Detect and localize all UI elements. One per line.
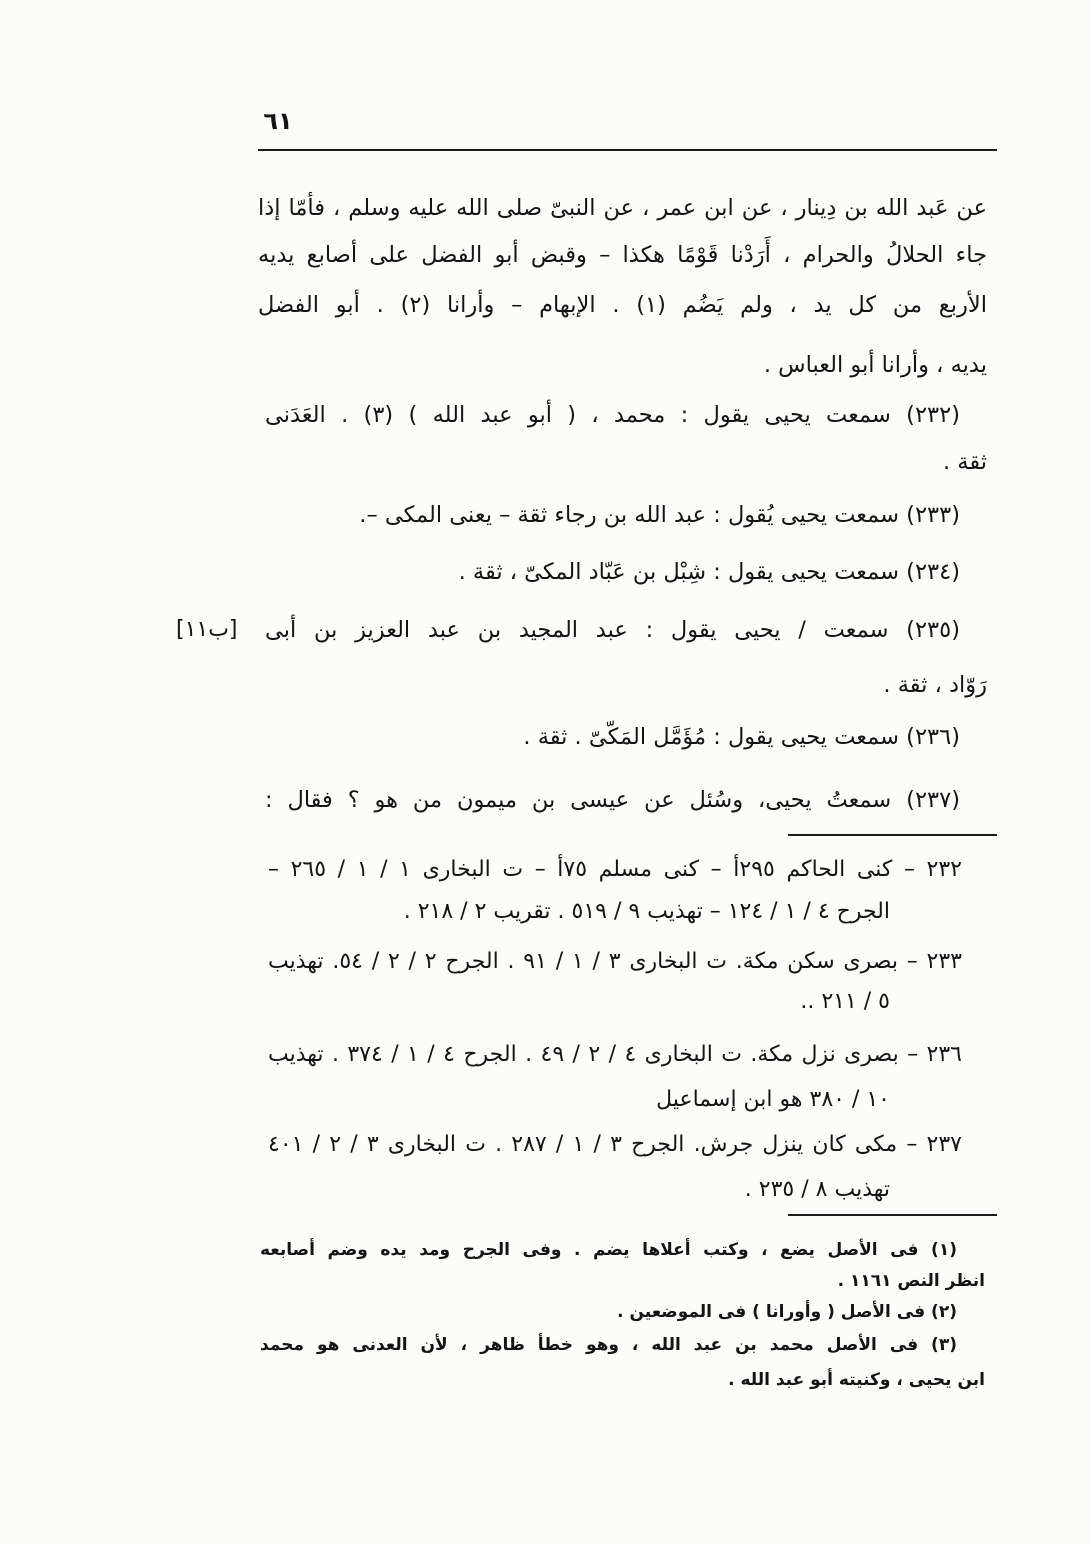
narrator-note-line: ٥ / ٢١١ ..	[800, 989, 890, 1014]
main-text-line: رَوّاد ، ثقة .	[883, 672, 987, 698]
main-text-line: (٢٣٦) سمعت يحيى يقول : مُؤَمَّل المَكّىّ . ثقة .	[523, 724, 960, 750]
main-text-line: (٢٣٢) سمعت يحيى يقول : محمد ، ( أبو عبد الله ) (٣) . العَدَنى	[265, 402, 960, 428]
footnote-line: (١) فى الأصل يضع ، وكتب أعلاها يضم . وفى الجرح ومد يده وضم أصابعه	[260, 1240, 957, 1260]
footnote-line: (٢) فى الأصل ( وأورانا ) فى الموضعين .	[617, 1302, 957, 1322]
main-text-line: عن عَبد الله بن دِينار ، عن ابن عمر ، عن النبىّ صلى الله عليه وسلم ، فأمّا إذا	[258, 195, 987, 221]
narrator-note-line: ٢٣٧ – مكى كان ينزل جرش. الجرح ٣ / ١ / ٢٨٧ . ت البخارى ٣ / ٢ / ٤٠١	[268, 1132, 962, 1157]
narrator-note-line: ٢٣٦ – بصرى نزل مكة. ت البخارى ٤ / ٢ / ٤٩ . الجرح ٤ / ١ / ٣٧٤ . تهذيب	[268, 1042, 962, 1067]
narrator-note-line: ١٠ / ٣٨٠ هو ابن إسماعيل	[656, 1087, 890, 1112]
narrator-note-line: الجرح ٤ / ١ / ١٢٤ – تهذيب ٩ / ٥١٩ . تقريب ٢ / ٢١٨ .	[403, 899, 890, 924]
main-text-line: الأربع من كل يد ، ولم يَضُم (١) . الإبهام – وأرانا (٢) . أبو الفضل	[258, 292, 987, 318]
main-text-line: ثقة .	[942, 449, 987, 475]
main-text-line: (٢٣٥) سمعت / يحيى يقول : عبد المجيد بن عبد العزيز بن أبى	[265, 617, 960, 643]
main-text-line: (٢٣٣) سمعت يحيى يُقول : عبد الله بن رجاء ثقة – يعنى المكى –.	[359, 502, 960, 528]
narrator-note-line: ٢٣٢ – كنى الحاكم ٢٩٥أ – كنى مسلم ٧٥أ – ت البخارى ١ / ١ / ٢٦٥ –	[268, 857, 962, 882]
main-text-line: يديه ، وأرانا أبو العباس .	[763, 352, 987, 378]
footnote-line: (٣) فى الأصل محمد بن عبد الله ، وهو خطأ ظاهر ، لأن العدنى هو محمد	[260, 1335, 957, 1355]
folio-marker: [١١ب]	[176, 617, 238, 642]
narrator-note-line: تهذيب ٨ / ٢٣٥ .	[744, 1177, 890, 1202]
main-text-line: (٢٣٧) سمعتُ يحيى، وسُئل عن عيسى بن ميمون من هو ؟ فقال :	[265, 787, 960, 813]
footnote-line: ابن يحيى ، وكنيته أبو عبد الله .	[728, 1370, 985, 1390]
main-text-line: جاء الحلالُ والحرام ، أَرَدْنا قَوْمًا هكذا – وقبض أبو الفضل على أصابع يديه	[258, 242, 987, 268]
main-text-line: (٢٣٤) سمعت يحيى يقول : شِبْل بن عَبّاد المكىّ ، ثقة .	[458, 559, 960, 585]
narrator-note-line: ٢٣٣ – بصرى سكن مكة. ت البخارى ٣ / ١ / ٩١ . الجرح ٢ / ٢ / ٥٤. تهذيب	[268, 949, 962, 974]
page-number: ٦١	[263, 107, 293, 135]
footnote-line: انظر النص ١١٦١ .	[837, 1271, 985, 1291]
